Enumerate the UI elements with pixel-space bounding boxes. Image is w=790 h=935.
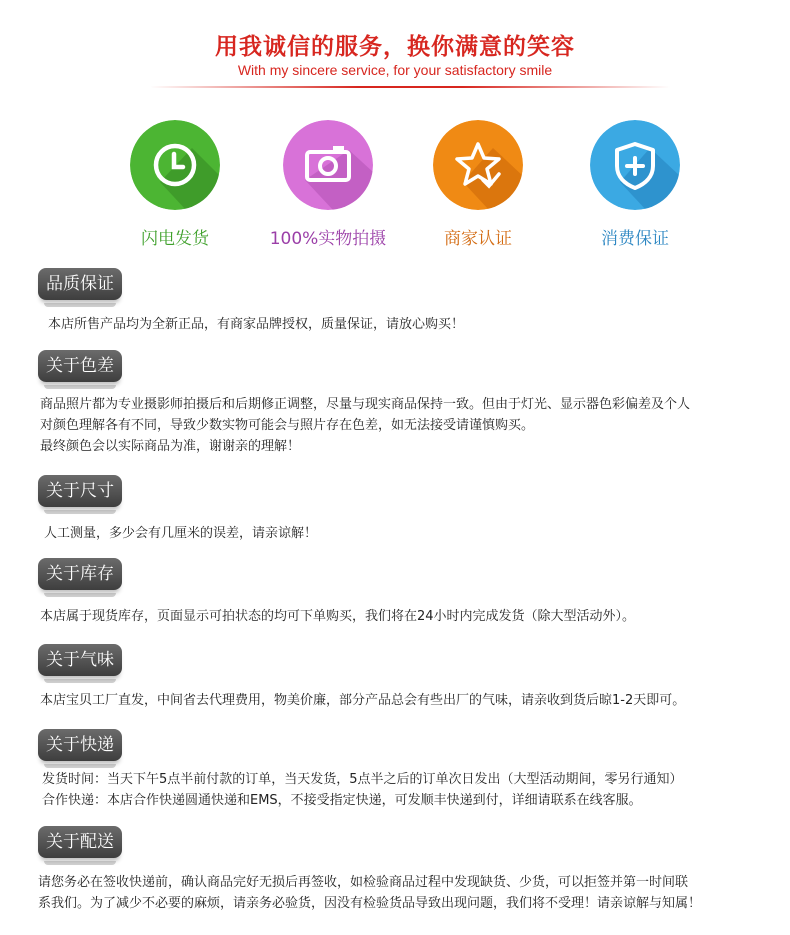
page-subtitle: With my sincere service, for your satisfactory smile [237, 62, 553, 78]
shield-plus-icon [590, 120, 680, 210]
page-header [0, 0, 790, 95]
section-text-line: 本店属于现货库存，页面显示可拍状态的均可下单购买，我们将在24小时内完成发货（除大型活动外）。 [40, 609, 636, 624]
camera-icon [283, 120, 373, 210]
section-tag: 关于尺寸 [38, 475, 122, 507]
feature-badge [130, 120, 220, 210]
section-text-line: 最终颜色会以实际商品为准，谢谢亲的理解！ [40, 439, 301, 454]
section-body [44, 523, 784, 544]
section-tag: 关于快递 [38, 729, 122, 761]
section-text-line: 商品照片都为专业摄影师拍摄后和后期修正调整，尽量与现实商品保持一致。但由于灯光、显示器色彩偏差及个人 [40, 397, 691, 412]
section-text-line: 系我们。为了减少不必要的麻烦，请亲务必验货，因没有检验货品导致出现问题，我们将不受理！请亲谅解与知属！ [38, 896, 702, 911]
feature-fast-shipping [100, 120, 250, 249]
section-text-line: 本店所售产品均为全新正品，有商家品牌授权，质量保证，请放心购买！ [48, 317, 465, 332]
clock-icon [130, 120, 220, 210]
section-body [40, 394, 780, 457]
section-tag: 关于色差 [38, 350, 122, 382]
section-tag: 关于气味 [38, 644, 122, 676]
section-text-line: 请您务必在签收快递前，确认商品完好无损后再签收，如检验商品过程中发现缺货、少货，可以拒签并第一时间联 [38, 875, 689, 890]
section-text-line: 发货时间：当天下午5点半前付款的订单，当天发货，5点半之后的订单次日发出（大型活动期间，零另行通知） [42, 772, 683, 787]
section-tag: 关于配送 [38, 826, 122, 858]
feature-label: 消费保证 [601, 229, 669, 249]
feature-label: 商家认证 [444, 229, 512, 249]
feature-badge [283, 120, 373, 210]
feature-merchant-certified [403, 120, 553, 249]
section-tag: 关于库存 [38, 558, 122, 590]
section-tag: 品质保证 [38, 268, 122, 300]
section-body [40, 690, 780, 711]
section-text-line: 人工测量，多少会有几厘米的误差，请亲谅解！ [44, 526, 318, 541]
feature-consumer-guarantee [560, 120, 710, 249]
header-divider [150, 86, 670, 88]
feature-label: 闪电发货 [141, 229, 209, 249]
feature-real-photos [253, 120, 403, 249]
section-body [48, 314, 788, 335]
section-text-line: 合作快递：本店合作快递圆通快递和EMS，不接受指定快递，可发顺丰快递到付，详细请联系在线客服。 [42, 793, 642, 808]
section-body [38, 872, 778, 914]
star-check-icon [433, 120, 523, 210]
feature-label: 100%实物拍摄 [269, 229, 387, 249]
section-body [42, 769, 782, 811]
section-text-line: 本店宝贝工厂直发，中间省去代理费用，物美价廉，部分产品总会有些出厂的气味，请亲收到货后晾1-2天即可。 [40, 693, 686, 708]
section-body [40, 606, 780, 627]
feature-badge [590, 120, 680, 210]
section-text-line: 对颜色理解各有不同，导致少数实物可能会与照片存在色差，如无法接受请谨慎购买。 [40, 418, 535, 433]
feature-badge [433, 120, 523, 210]
page-title: 用我诚信的服务，换你满意的笑容 [215, 34, 575, 60]
